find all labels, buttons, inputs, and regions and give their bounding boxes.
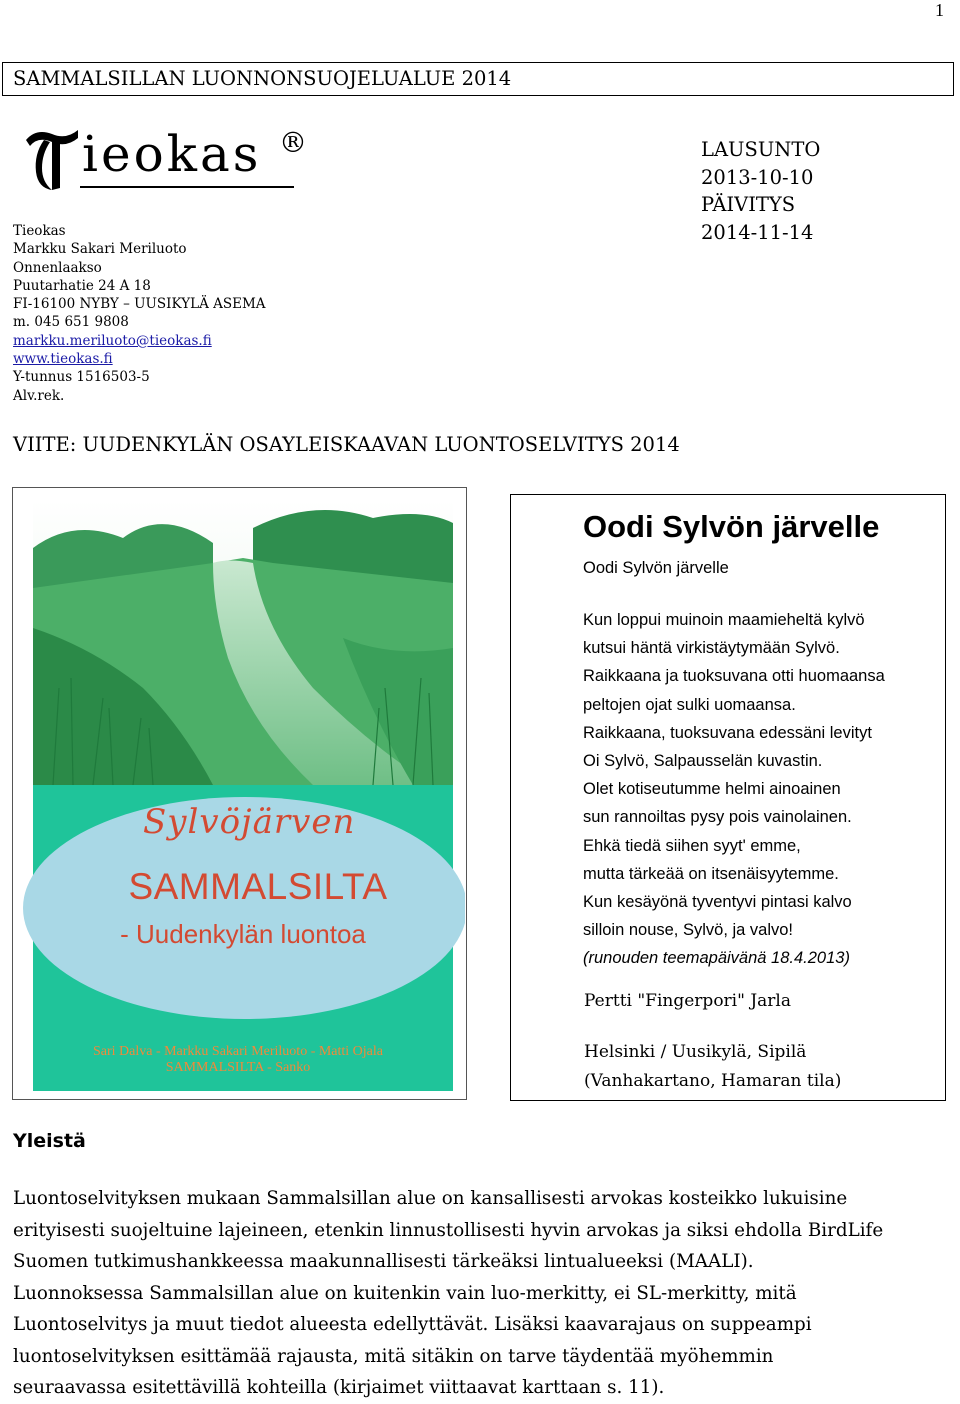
cover-artwork: [13, 488, 465, 1098]
cover-title-main: SAMMALSILTA: [128, 866, 388, 907]
contact-block: [13, 222, 266, 405]
body-line: erityisesti suojeltuine lajeineen, etenkin linnustollisesti hyvin arvokas ja siksi ehdolla BirdLife: [13, 1219, 884, 1241]
body-line: Suomen tutkimushankkeessa maakunnallisesti tärkeäksi lintualueeksi (MAALI).: [13, 1251, 754, 1272]
contact-email-link[interactable]: markku.meriluoto@tieokas.fi: [13, 332, 212, 349]
poem-subtitle: Oodi Sylvön järvelle: [583, 559, 729, 577]
poem-lines: [583, 606, 885, 973]
status-label-paivitys: PÄIVITYS: [701, 193, 796, 216]
contact-ytunnus: Y-tunnus 1516503-5: [13, 369, 150, 386]
poem-credit: (runouden teemapäivänä 18.4.2013): [583, 949, 850, 968]
body-line: luontoselvityksen esittämää rajausta, mitä sitäkin on tarve täydentää myöhemmin: [13, 1345, 774, 1367]
contact-name: Markku Sakari Meriluoto: [13, 241, 187, 258]
contact-alv: Alv.rek.: [13, 387, 65, 404]
section-body: [13, 1183, 958, 1404]
poem-line: mutta tärkeää on itsenäisyytemme.: [583, 864, 839, 883]
cover-authors: [53, 1044, 423, 1076]
registered-mark: ®: [279, 126, 307, 159]
poem-line: Kun loppui muinoin maamieheltä kylvö: [583, 611, 865, 629]
logo-initial-icon: [22, 126, 82, 196]
poem-line: kutsui häntä virkistäytymään Sylvö.: [583, 639, 840, 658]
contact-org: Tieokas: [13, 223, 66, 239]
poem-line: sun rannoiltas pysy pois vainolainen.: [583, 808, 852, 827]
page-number: 1: [935, 0, 944, 20]
cover-series: SAMMALSILTA - Sanko: [165, 1060, 311, 1075]
cover-authors-names: Sari Dalva - Markku Sakari Meriluoto - Matti Ojala: [92, 1044, 384, 1059]
cover-title-sub: - Uudenkylän luontoa: [120, 919, 366, 949]
tieokas-logo: [22, 126, 322, 196]
document-title: SAMMALSILLAN LUONNONSUOJELUALUE 2014: [13, 67, 512, 90]
logo-wordmark: ieokas: [82, 125, 262, 183]
book-cover-image: [12, 487, 467, 1100]
cover-title-script: Sylvöjärven: [143, 802, 356, 842]
logo-underline: [80, 186, 294, 188]
poem-heading: Oodi Sylvön järvelle: [583, 509, 880, 544]
document-title-box: [2, 62, 954, 96]
poem-author: Pertti "Fingerpori" Jarla: [584, 991, 791, 1011]
poem-place: [584, 1038, 841, 1096]
reference-line: VIITE: UUDENKYLÄN OSAYLEISKAAVAN LUONTOSELVITYS 2014: [13, 433, 680, 456]
poem-line: Ehkä tiedä siihen syyt' emme,: [583, 836, 801, 855]
body-line: Luontoselvitys ja muut tiedot alueesta edellyttävät. Lisäksi kaavarajaus on suppeampi: [13, 1314, 812, 1335]
status-block: [701, 136, 820, 246]
contact-street: Puutarhatie 24 A 18: [13, 277, 151, 294]
poem-place-line-1: Helsinki / Uusikylä, Sipilä: [584, 1042, 807, 1062]
section-heading: Yleistä: [13, 1130, 86, 1152]
status-label-lausunto: LAUSUNTO: [701, 138, 821, 161]
contact-postal: FI-16100 NYBY – UUSIKYLÄ ASEMA: [13, 296, 266, 313]
poem-line: Raikkaana ja tuoksuvana otti huomaansa: [583, 667, 885, 686]
poem-line: Oi Sylvö, Salpausselän kuvastin.: [583, 752, 823, 771]
contact-web-link[interactable]: www.tieokas.fi: [13, 351, 113, 368]
poem-line: peltojen ojat sulki uomaansa.: [583, 695, 796, 714]
poem-line: Kun kesäyönä tyventyvi pintasi kalvo: [583, 893, 852, 912]
body-line: Luontoselvityksen mukaan Sammalsillan alue on kansallisesti arvokas kosteikko lukuisine: [13, 1188, 848, 1209]
contact-phone: m. 045 651 9808: [13, 314, 129, 331]
body-line: Luonnoksessa Sammalsillan alue on kuitenkin vain luo-merkitty, ei SL-merkitty, mitä: [13, 1282, 797, 1304]
status-date-lausunto: 2013-10-10: [701, 165, 814, 189]
poem-line: Olet kotiseutumme helmi ainoainen: [583, 780, 841, 799]
poem-place-line-2: (Vanhakartano, Hamaran tila): [584, 1071, 842, 1091]
poem-line: Raikkaana, tuoksuvana edessäni levityt: [583, 723, 872, 742]
poem-line: silloin nouse, Sylvö, ja valvo!: [583, 921, 794, 940]
poem-box: [510, 494, 946, 1101]
body-line: seuraavassa esitettävillä kohteilla (kirjaimet viittaavat karttaan s. 11).: [13, 1377, 665, 1398]
status-date-paivitys: 2014-11-14: [701, 220, 814, 244]
contact-place: Onnenlaakso: [13, 259, 102, 276]
